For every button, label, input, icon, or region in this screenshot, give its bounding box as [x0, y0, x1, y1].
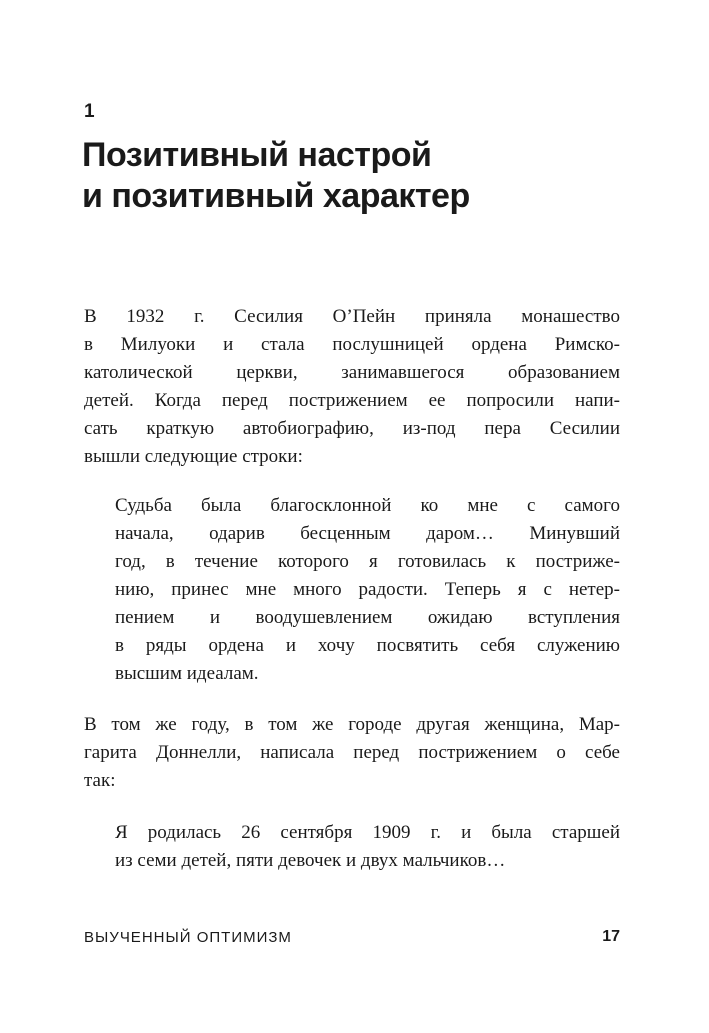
quote-line: Судьба была благосклонной ко мне с самого	[115, 495, 620, 516]
quote-2	[115, 819, 620, 875]
chapter-number: 1	[84, 101, 95, 122]
quote-line: высшим идеалам.	[115, 663, 259, 684]
text-line: в Милуоки и стала послушницей ордена Римско-	[84, 334, 620, 355]
quote-line: начала, одарив бесценным даром… Минувший	[115, 523, 620, 544]
chapter-title-line: и позитивный характер	[82, 177, 470, 215]
quote-1	[115, 492, 620, 688]
quote-line: из семи детей, пяти девочек и двух мальчиков…	[115, 850, 506, 871]
quote-line: нию, принес мне много радости. Теперь я с нетер-	[115, 579, 620, 600]
text-line: В том же году, в том же городе другая женщина, Мар-	[84, 714, 620, 735]
quote-line: год, в течение которого я готовилась к постриже-	[115, 551, 620, 572]
chapter-title-line: Позитивный настрой	[82, 136, 432, 174]
page-number: 17	[602, 928, 620, 945]
text-line: сать краткую автобиографию, из-под пера Сесилии	[84, 418, 620, 439]
chapter-title	[82, 135, 642, 217]
running-footer-book-title: ВЫУЧЕННЫЙ ОПТИМИЗМ	[84, 929, 292, 946]
text-line: гарита Доннелли, написала перед пострижением о себе	[84, 742, 620, 763]
quote-line: пением и воодушевлением ожидаю вступления	[115, 607, 620, 628]
paragraph-1	[84, 303, 620, 471]
text-line: католической церкви, занимавшегося образованием	[84, 362, 620, 383]
text-line: так:	[84, 770, 116, 791]
text-line: детей. Когда перед пострижением ее попросили напи-	[84, 390, 620, 411]
text-line: В 1932 г. Сесилия О’Пейн приняла монашество	[84, 306, 620, 327]
quote-line: в ряды ордена и хочу посвятить себя служению	[115, 635, 620, 656]
paragraph-2	[84, 711, 620, 795]
quote-line: Я родилась 26 сентября 1909 г. и была старшей	[115, 822, 620, 843]
text-line: вышли следующие строки:	[84, 446, 303, 467]
